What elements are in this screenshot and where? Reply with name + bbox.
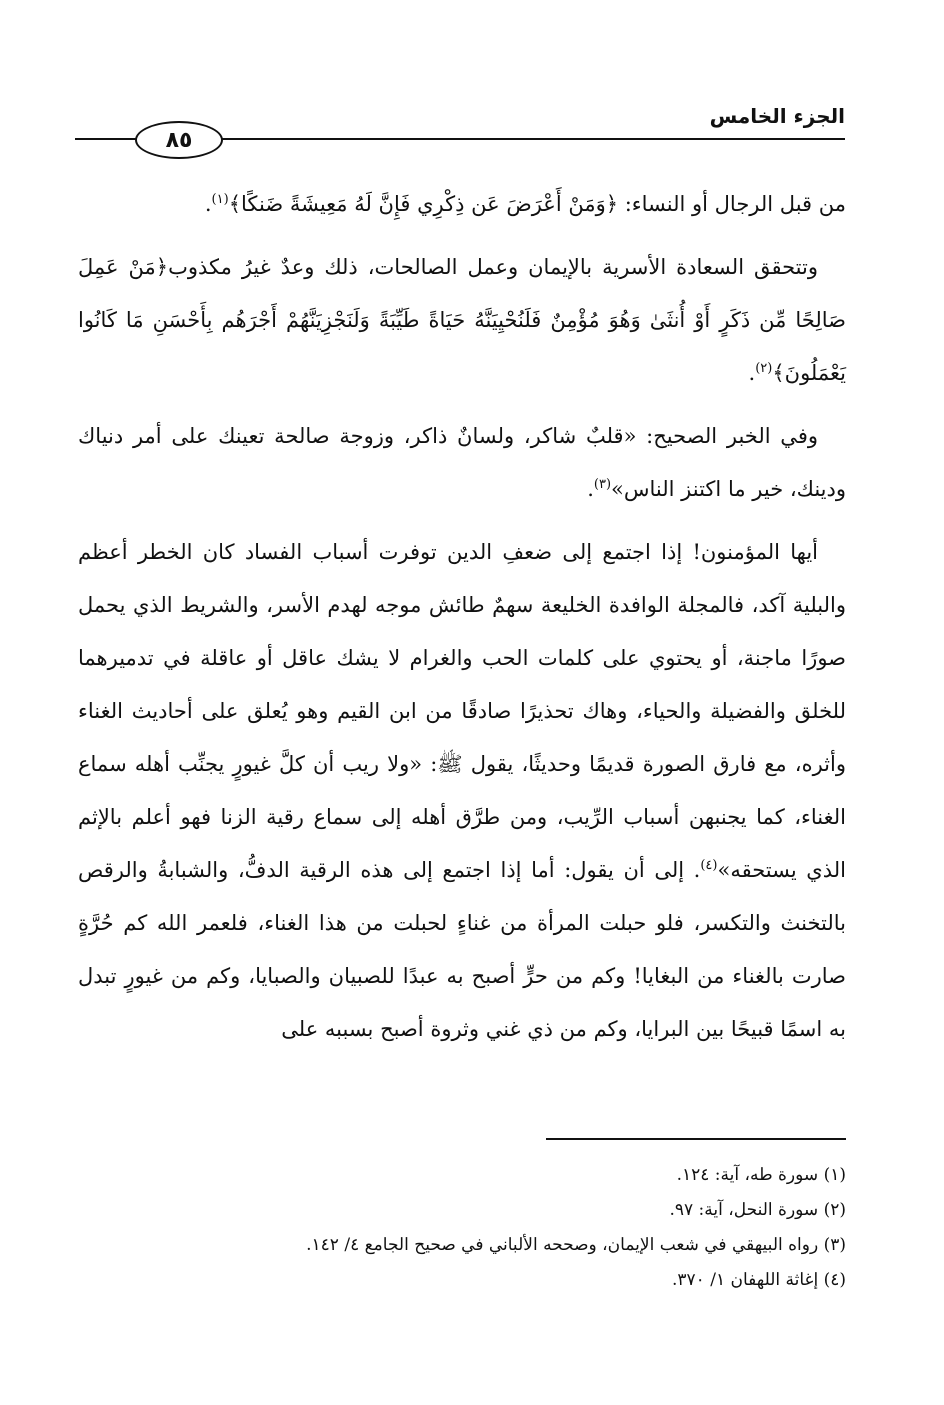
paragraph-2: وتتحقق السعادة الأسرية بالإيمان وعمل الصالحات، ذلك وعدٌ غيرُ مكذوب﴿مَنْ عَمِلَ صَالِحًا مِّن ذَكَرٍ أَوْ أُنثَىٰ وَهُوَ مُؤْمِنٌ فَلَنُحْيِيَنَّهُ حَيَاةً طَيِّبَةً وَلَنَجْزِيَنَّهُمْ أَجْرَهُم بِأَحْسَنِ مَا كَانُوا يَعْمَلُونَ﴾$^{(٢)}$. <box>78 255 846 385</box>
footnote-ref-3[interactable]: (٣) <box>593 477 612 492</box>
footnote-ref-4[interactable]: (٤) <box>700 858 718 873</box>
paragraph-4 <box>78 526 846 1056</box>
footnote-4: (٤) إغاثة اللهفان ١/ ٣٧٠. <box>672 1270 846 1290</box>
footnote-2: (٢) سورة النحل، آية: ٩٧. <box>669 1200 846 1220</box>
paragraph-4-text-before: أيها المؤمنون! إذا اجتمع إلى ضعفِ الدين توفرت أسباب الفساد كان الخطر أعظم والبلية آكد، فالمجلة الوافدة الخليعة سهمٌ طائش موجه لهدم الأسر، والشريط الذي يحمل صورًا ماجنة، أو يحتوي على كلمات الحب والغرام لا يشك عاقل أو عاقلة في تدميرهما للخلق والفضيلة والحياء، وهاك تحذيرًا صادقًا من ابن القيم وهو يُعلق على أحاديث الغناء وأثره، مع فارق الصورة قديمًا وحديثًا، يقول ﷺ: «ولا ريب أن كلَّ غيورٍ يجنِّب أهله سماع الغناء، كما يجنبهن أسباب الرِّيب، ومن طرَّق أهله إلى سماع رقية الزنا فهو أعلم بالإثم الذي يستحقه» <box>78 540 846 882</box>
footnote-ref-1[interactable]: (١) <box>211 192 229 207</box>
paragraph-1: من قبل الرجال أو النساء: ﴿وَمَنْ أَعْرَضَ عَن ذِكْرِي فَإِنَّ لَهُ مَعِيشَةً ضَنكًا﴾$^{(١)}$. <box>204 192 846 216</box>
running-title: الجزء الخامس <box>709 104 845 128</box>
footnote-ref-2[interactable]: (٢) <box>755 361 773 376</box>
body-text <box>78 178 846 1066</box>
page-number-badge <box>135 121 223 159</box>
paragraph-3: وفي الخبر الصحيح: «قلبٌ شاكر، ولسانٌ ذاكر، وزوجة صالحة تعينك على أمر دنياك ودينك، خير ما اكتنز الناس»$^{(٣)}$. <box>78 424 846 501</box>
footnote-1: (١) سورة طه، آية: ١٢٤. <box>676 1165 846 1185</box>
paragraph-4-text-after: . إلى أن يقول: أما إذا اجتمع إلى هذه الرقية الدفُّ، والشبابةُ والرقص بالتخنث والتكسر، فلو حبلت المرأة من غناءٍ لحبلت من هذا الغناء، فلعمر الله كم حُرَّةٍ صارت بالغناء من البغايا! وكم من حرٍّ أصبح به عبدًا للصبيان والصبايا، وكم من غيورٍ تبدل به اسمًا قبيحًا بين البرايا، وكم من ذي غني وثروة أصبح بسببه على <box>78 858 846 1041</box>
paragraph-1-text: من قبل الرجال أو النساء: ﴿وَمَنْ أَعْرَضَ عَن ذِكْرِي فَإِنَّ لَهُ مَعِيشَةً ضَنكًا﴾ <box>228 192 846 216</box>
footnote-divider <box>546 1138 846 1140</box>
footnotes <box>78 1158 846 1298</box>
footnote-3: (٣) رواه البيهقي في شعب الإيمان، وصححه الألباني في صحيح الجامع ٤/ ١٤٢. <box>306 1235 846 1255</box>
page-header <box>75 96 845 156</box>
page-number: ٨٥ <box>165 127 193 153</box>
paragraph-2-text: وتتحقق السعادة الأسرية بالإيمان وعمل الصالحات، ذلك وعدٌ غيرُ مكذوب﴿مَنْ عَمِلَ صَالِحًا مِّن ذَكَرٍ أَوْ أُنثَىٰ وَهُوَ مُؤْمِنٌ فَلَنُحْيِيَنَّهُ حَيَاةً طَيِّبَةً وَلَنَجْزِيَنَّهُمْ أَجْرَهُم بِأَحْسَنِ مَا كَانُوا يَعْمَلُونَ﴾ <box>78 255 846 385</box>
paragraph-3-text: وفي الخبر الصحيح: «قلبٌ شاكر، ولسانٌ ذاكر، وزوجة صالحة تعينك على أمر دنياك ودينك، خير ما اكتنز الناس» <box>78 424 846 501</box>
